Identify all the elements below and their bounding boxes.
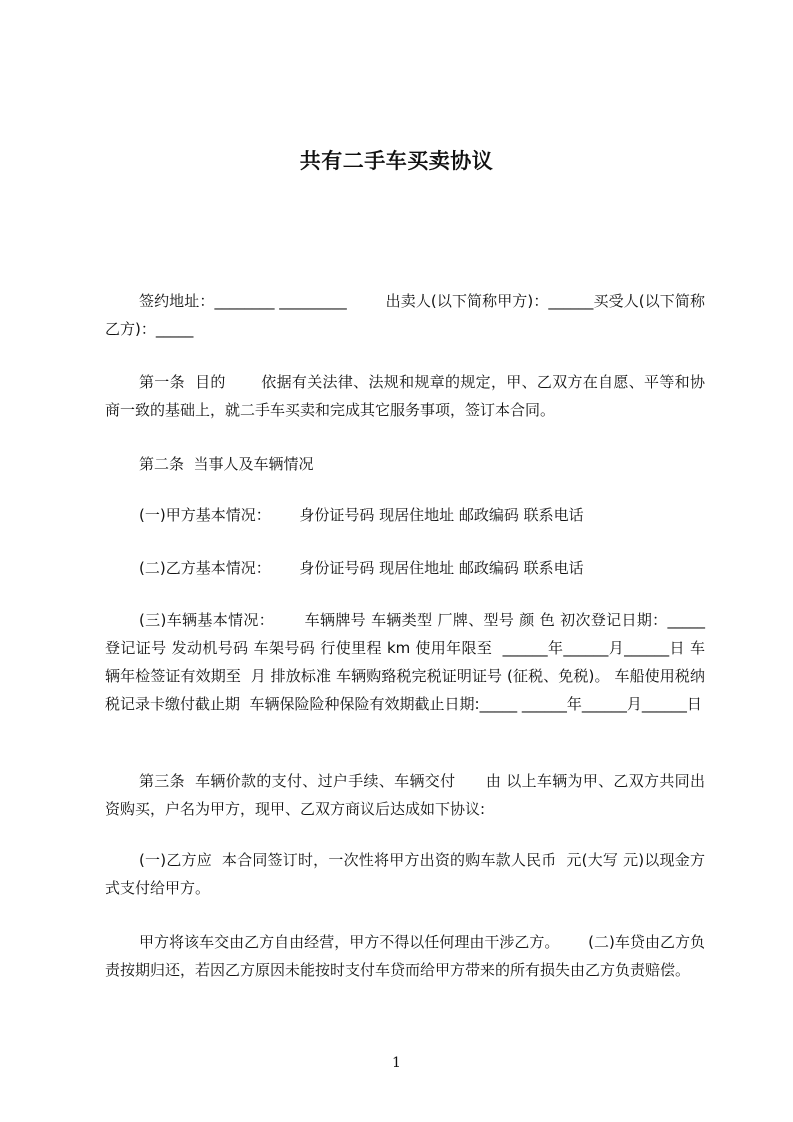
page-number: 1 <box>392 1055 401 1071</box>
paragraph-article-3: 第三条 车辆价款的支付、过户手续、车辆交付 由 以上车辆为甲、乙双方共同出资购买，户名为甲方，现甲、乙双方商议后达成如下协议: <box>105 772 705 818</box>
paragraph-party-a-info: (一)甲方基本情况： 身份证号码 现居住地址 邮政编码 联系电话 <box>139 506 584 524</box>
document-title: 共有二手车买卖协议 <box>299 149 494 173</box>
paragraph-article-1: 第一条 目的 依据有关法律、法规和规章的规定，甲、乙双方在自愿、平等和协商一致的基础上，就二手车买卖和完成其它服务事项，签订本合同。 <box>105 373 705 419</box>
paragraph-vehicle-info: (三)车辆基本情况： 车辆牌号 车辆类型 厂牌、型号 颜 色 初次登记日期：_____ 登记证号 发动机号码 车架号码 行使里程 km 使用年限至 ______年______月______日 车辆年检签证有效期至 月 排放标准 车辆购臵税完税证明证号 (征税、免税)。 车船使用税纳税记录卡缴付截止期 车辆保险险种保险有效期截止日期:_____ ______年______月______日 <box>105 611 710 713</box>
paragraph-party-b-info: (二)乙方基本情况： 身份证号码 现居住地址 邮政编码 联系电话 <box>139 559 584 577</box>
paragraph-signing-info: 签约地址：________ _________ 出卖人(以下简称甲方)：______买受人(以下简称乙方)：_____ <box>105 292 705 338</box>
paragraph-payment: (一)乙方应 本合同签订时，一次性将甲方出资的购车款人民币 元(大写 元)以现金方式支付给甲方。 <box>105 851 705 897</box>
paragraph-loan-responsibility: 甲方将该车交由乙方自由经营，甲方不得以任何理由干涉乙方。 (二)车贷由乙方负责按期归还，若因乙方原因未能按时支付车贷而给甲方带来的所有损失由乙方负责赔偿。 <box>105 933 705 979</box>
paragraph-article-2-heading: 第二条 当事人及车辆情况 <box>139 455 314 473</box>
